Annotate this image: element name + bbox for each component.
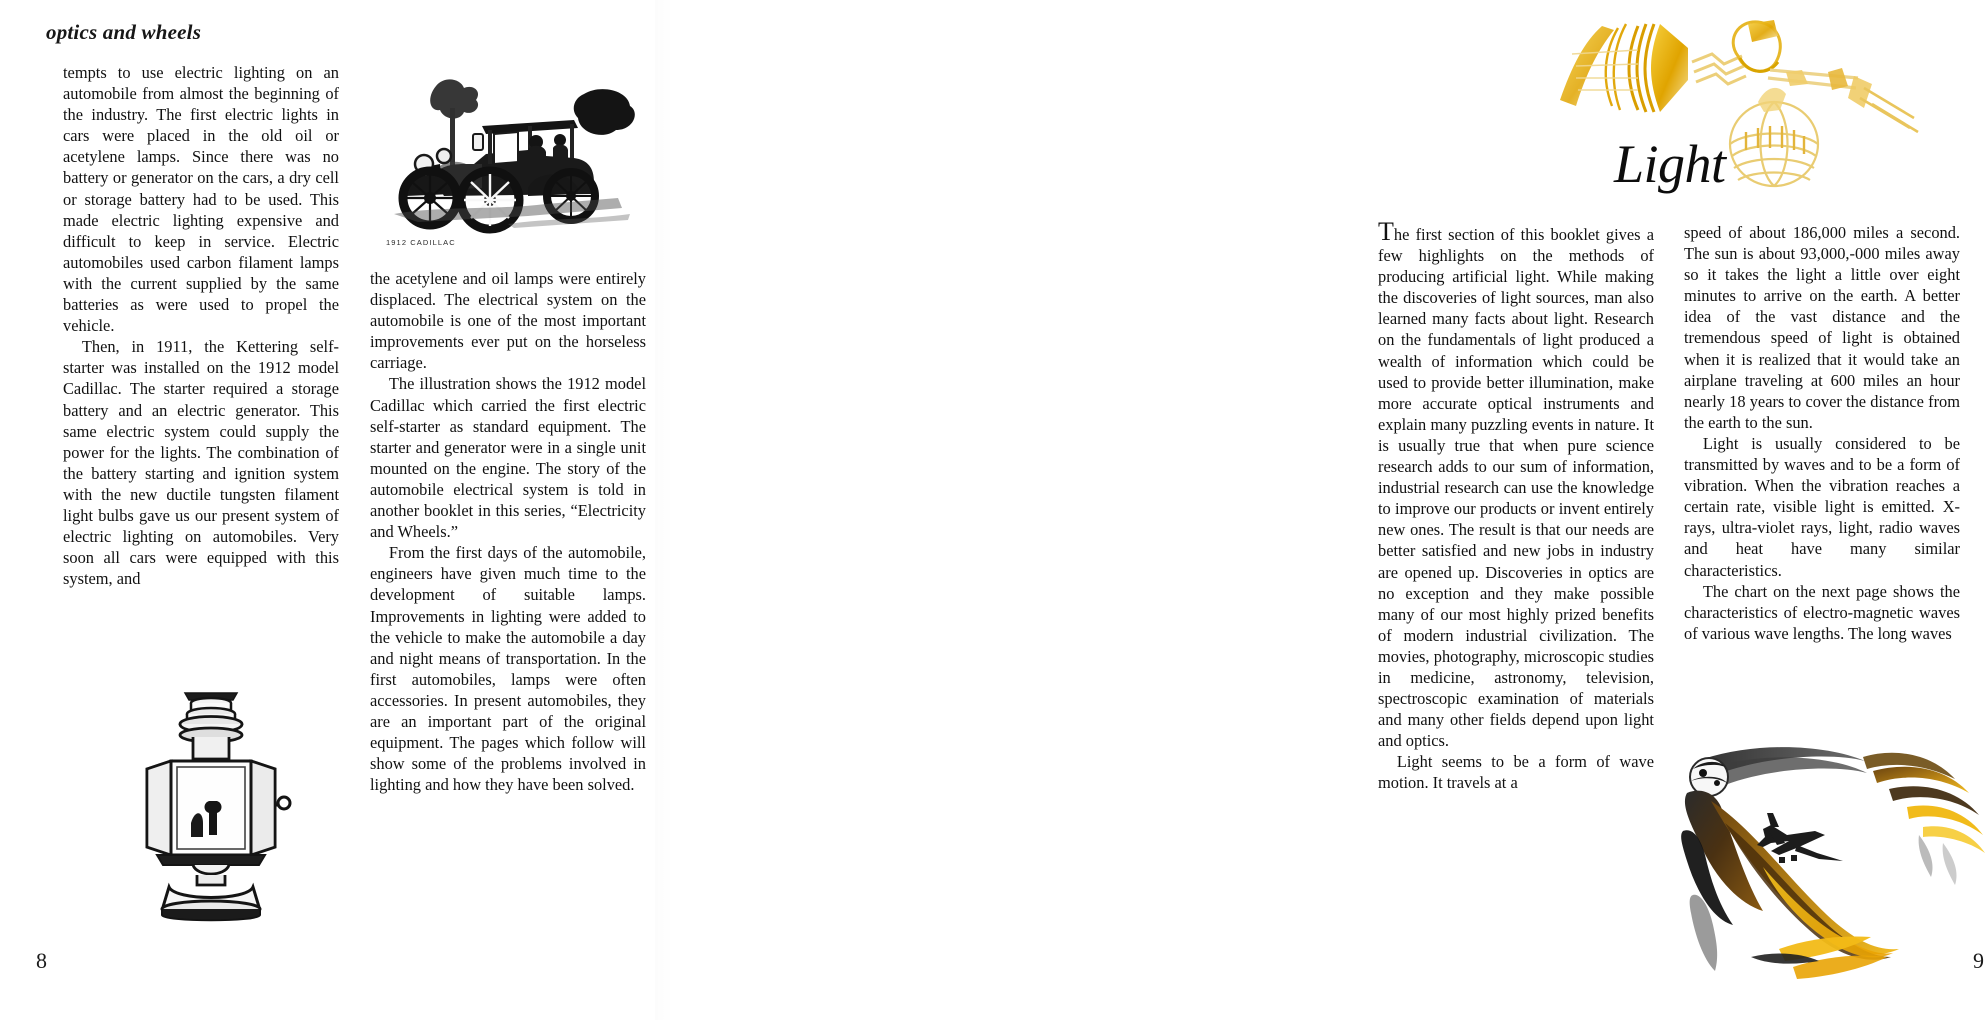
page-left: [0, 0, 662, 1020]
paragraph: the acetylene and oil lamps were entirely displaced. The electrical system on the automobile is one of the most important improvements ever put on the horseless carriage.: [370, 269, 646, 373]
page-number-left: 8: [36, 948, 47, 973]
paragraph: speed of about 186,000 miles a second. The sun is about 93,000,-000 miles away so it takes the light a little over eight minutes to arrive on the earth. A better idea of the vast distance and the tremendous speed of light is obtained when it is realized that it would take an airplane traveling at 600 miles an hour nearly 18 years to cover the distance from the earth to the sun.: [1684, 223, 1960, 432]
paragraph: Light seems to be a form of wave motion. It travels at a: [1378, 752, 1654, 793]
cadillac-caption: 1912 CADILLAC: [386, 238, 456, 247]
paragraph: [1378, 217, 1654, 751]
page-number-right: 9: [1973, 948, 1984, 973]
1912-cadillac-illustration: [378, 68, 658, 243]
antique-carriage-lamp-illustration: [113, 683, 308, 928]
section-title: Light: [1614, 134, 1726, 194]
paragraph-text: he first section of this booklet gives a few highlights on the methods of producing artificial light. While making the discoveries of light sources, man also learned many facts about light. Research on the fundamentals of light produced a wealth of information which could be used to provide better illumination, make more accurate optical instruments and explain many puzzling events in nature. It is usually true that when pure science research adds to our sum of information, industrial research can use the knowledge to improve our products or invent entirely new ones. The result is that our needs are better satisfied and new jobs in industry are opened up. Discoveries in optics are no exception and they make possible many of our most highly prized benefits of modern industrial civilization. The movies, photography, microscopic studies in medicine, astronomy, television, spectroscopic examination of materials and many other fields depend upon light and optics.: [1378, 225, 1654, 751]
paragraph: Then, in 1911, the Kettering self-starter was installed on the 1912 model Cadillac. The starter required a storage battery and an electric generator. This same electric system could supply the power for the lights. The combination of the battery starting and ignition system with the new ductile tungsten filament light bulbs gave us our present system of electric lighting on automobiles. Very soon all cars were equipped with this system, and: [63, 337, 339, 589]
abstract-airplane-artwork: [1667, 735, 1987, 1015]
page-right: [662, 0, 1984, 1020]
body-column-4: [1684, 222, 1960, 644]
body-column-3: [1378, 217, 1654, 794]
paragraph: The chart on the next page shows the characteristics of electro-magnetic waves of various wave lengths. The long waves: [1684, 581, 1960, 643]
initial-cap: T: [1378, 217, 1394, 246]
running-head: optics and wheels: [46, 20, 202, 44]
body-column-1: [63, 62, 339, 589]
abstract-light-rays-artwork: [1542, 14, 1942, 214]
paragraph: tempts to use electric lighting on an automobile from almost the beginning of the industry. The first electric lights in cars were placed in the old oil or acetylene lamps. Since there was no battery or generator on the cars, a dry cell or storage battery had to be used. This made electric lighting expensive and difficult to keep in service. Electric automobiles used carbon filament lamps with the current supplied by the same batteries as were used to propel the vehicle.: [63, 63, 339, 336]
paragraph: Light is usually considered to be transmitted by waves and to be a form of vibration. When the vibration reaches a certain rate, visible light is emitted. X-rays, ultra-violet rays, light, radio waves and heat have many similar characteristics.: [1684, 433, 1960, 580]
paragraph: From the first days of the automobile, engineers have given much time to the development of suitable lamps. Improvements in lighting were added to the vehicle to make the automobile a day and night means of transportation. In the first automobiles, lamps were often accessories. In present automobiles, they are an important part of the original equipment. The pages which follow will show some of the problems involved in lighting and how they have been solved.: [370, 543, 646, 795]
body-column-2: [370, 268, 646, 795]
paragraph: The illustration shows the 1912 model Cadillac which carried the first electric self-starter as standard equipment. The starter and generator were in a single unit mounted on the engine. The story of the automobile electrical system is told in another booklet in this series, “Electricity and Wheels.”: [370, 374, 646, 542]
